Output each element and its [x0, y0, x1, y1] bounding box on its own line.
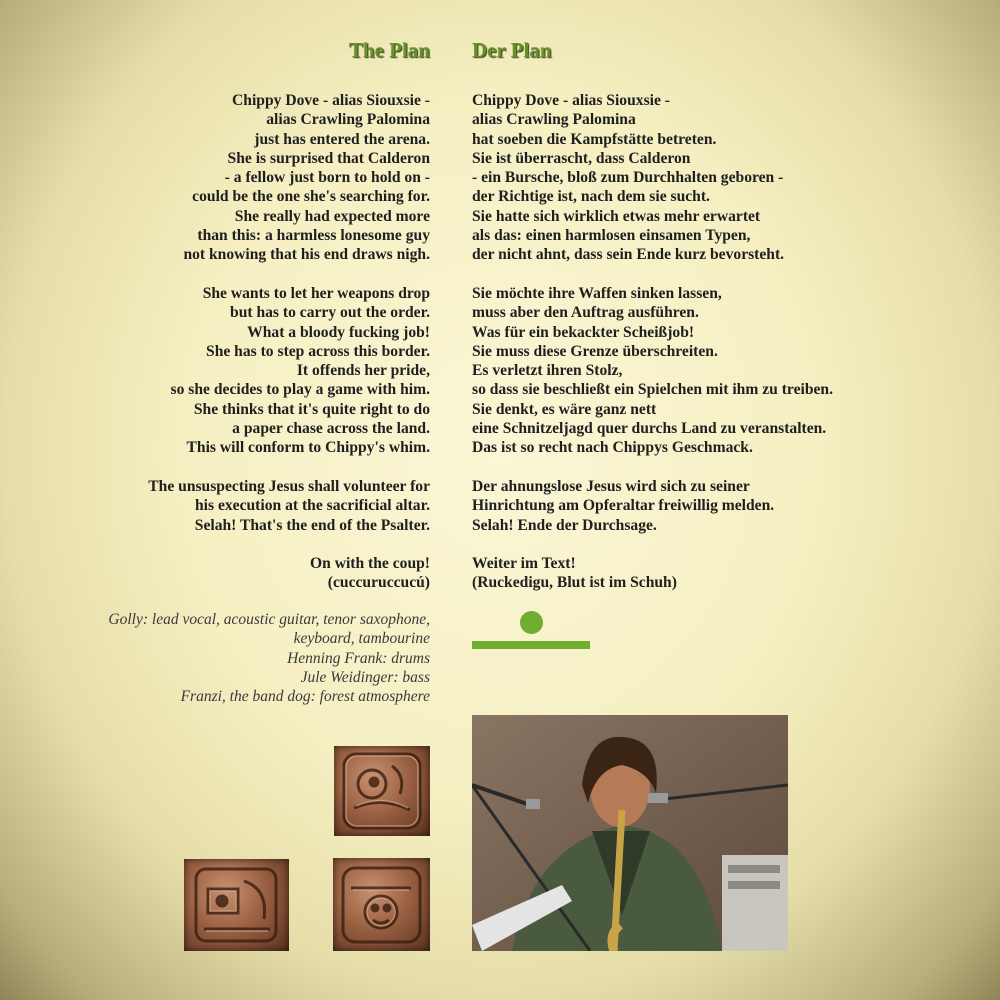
- stanza-gap: [472, 535, 833, 554]
- lyric-line: a paper chase across the land.: [232, 420, 430, 438]
- lyric-line: - a fellow just born to hold on -: [224, 169, 430, 187]
- credit-line: Franzi, the band dog: forest atmosphere: [180, 688, 430, 706]
- lyric-line: She really had expected more: [234, 207, 430, 225]
- musician-photo: [472, 715, 788, 951]
- lyric-line: (cuccuruccucú): [327, 574, 430, 592]
- maya-glyph-icon: [333, 858, 430, 951]
- lyric-line: eine Schnitzeljagd quer durchs Land zu veranstalten.: [472, 420, 827, 438]
- title-english: The Plan: [348, 38, 430, 62]
- lyric-line: hat soeben die Kampfstätte betreten.: [472, 130, 717, 148]
- lyric-line: als das: einen harmlosen einsamen Typen,: [472, 227, 751, 245]
- maya-glyph-image: [184, 859, 289, 951]
- lyric-line: just has entered the arena.: [254, 130, 430, 148]
- lyric-line: What a bloody fucking job!: [247, 323, 430, 341]
- stanza-gap: [472, 265, 833, 284]
- lyrics-german: [472, 91, 833, 593]
- lyric-line: Chippy Dove - alias Siouxsie -: [472, 92, 670, 109]
- lyric-line: On with the coup!: [310, 555, 430, 573]
- lyric-line: Das ist so recht nach Chippys Geschmack.: [472, 439, 753, 457]
- lyric-line: Sie denkt, es wäre ganz nett: [472, 400, 657, 418]
- maya-glyph-icon: [184, 859, 289, 951]
- lyric-line: not knowing that his end draws nigh.: [183, 246, 430, 264]
- band-credits: [108, 610, 430, 706]
- stanza-gap: [472, 458, 833, 477]
- maya-glyph-image: [333, 858, 430, 951]
- lyric-line: Sie ist überrascht, dass Calderon: [472, 149, 691, 167]
- decorative-bar: [472, 641, 590, 649]
- lyric-line: so she decides to play a game with him.: [170, 381, 430, 399]
- lyric-line: alias Crawling Palomina: [472, 111, 636, 129]
- credit-line: keyboard, tambourine: [293, 630, 430, 648]
- lyric-line: Was für ein bekackter Scheißjob!: [472, 323, 695, 341]
- lyric-line: Der ahnungslose Jesus wird sich zu seiner: [472, 477, 750, 495]
- lyric-line: muss aber den Auftrag ausführen.: [472, 304, 699, 322]
- lyric-line: She thinks that it's quite right to do: [193, 400, 430, 418]
- stanza-gap: [148, 535, 430, 554]
- lyric-line: She wants to let her weapons drop: [202, 284, 430, 302]
- musician-with-saxophone-icon: [472, 715, 788, 951]
- lyric-line: than this: a harmless lonesome guy: [197, 227, 430, 245]
- lyric-line: She has to step across this border.: [206, 342, 430, 360]
- lyric-line: Selah! Ende der Durchsage.: [472, 516, 657, 534]
- lyrics-english: [148, 91, 430, 593]
- lyric-line: (Ruckedigu, Blut ist im Schuh): [472, 574, 677, 592]
- lyric-line: Hinrichtung am Opferaltar freiwillig melden.: [472, 497, 775, 515]
- lyric-line: could be the one she's searching for.: [192, 188, 430, 206]
- lyric-line: The unsuspecting Jesus shall volunteer for: [148, 477, 430, 495]
- lyric-line: alias Crawling Palomina: [266, 111, 430, 129]
- credit-line: Golly: lead vocal, acoustic guitar, tenor saxophone,: [108, 611, 430, 628]
- lyric-line: so dass sie beschließt ein Spielchen mit ihm zu treiben.: [472, 381, 833, 399]
- lyric-line: Weiter im Text!: [472, 555, 576, 573]
- lyric-line: It offends her pride,: [296, 362, 430, 380]
- title-german: Der Plan: [472, 38, 552, 62]
- lyric-line: Sie möchte ihre Waffen sinken lassen,: [472, 284, 722, 302]
- lyric-line: but has to carry out the order.: [230, 304, 430, 322]
- stanza-gap: [148, 265, 430, 284]
- maya-glyph-icon: [334, 746, 430, 836]
- stanza-gap: [148, 458, 430, 477]
- lyric-line: Chippy Dove - alias Siouxsie -: [232, 92, 430, 109]
- lyric-line: She is surprised that Calderon: [227, 149, 430, 167]
- lyric-line: Sie muss diese Grenze überschreiten.: [472, 342, 718, 360]
- credit-line: Jule Weidinger: bass: [300, 668, 430, 686]
- maya-glyph-image: [334, 746, 430, 836]
- lyric-line: his execution at the sacrificial altar.: [194, 497, 430, 515]
- credit-line: Henning Frank: drums: [287, 649, 430, 667]
- lyric-line: der nicht ahnt, dass sein Ende kurz bevorsteht.: [472, 246, 785, 264]
- decorative-dot: [520, 611, 543, 634]
- lyric-line: der Richtige ist, nach dem sie sucht.: [472, 188, 710, 206]
- lyric-line: Es verletzt ihren Stolz,: [472, 362, 623, 380]
- lyric-line: - ein Bursche, bloß zum Durchhalten geboren -: [472, 169, 784, 187]
- lyric-line: Selah! That's the end of the Psalter.: [194, 516, 430, 534]
- lyric-line: This will conform to Chippy's whim.: [186, 439, 430, 457]
- lyric-line: Sie hatte sich wirklich etwas mehr erwartet: [472, 207, 761, 225]
